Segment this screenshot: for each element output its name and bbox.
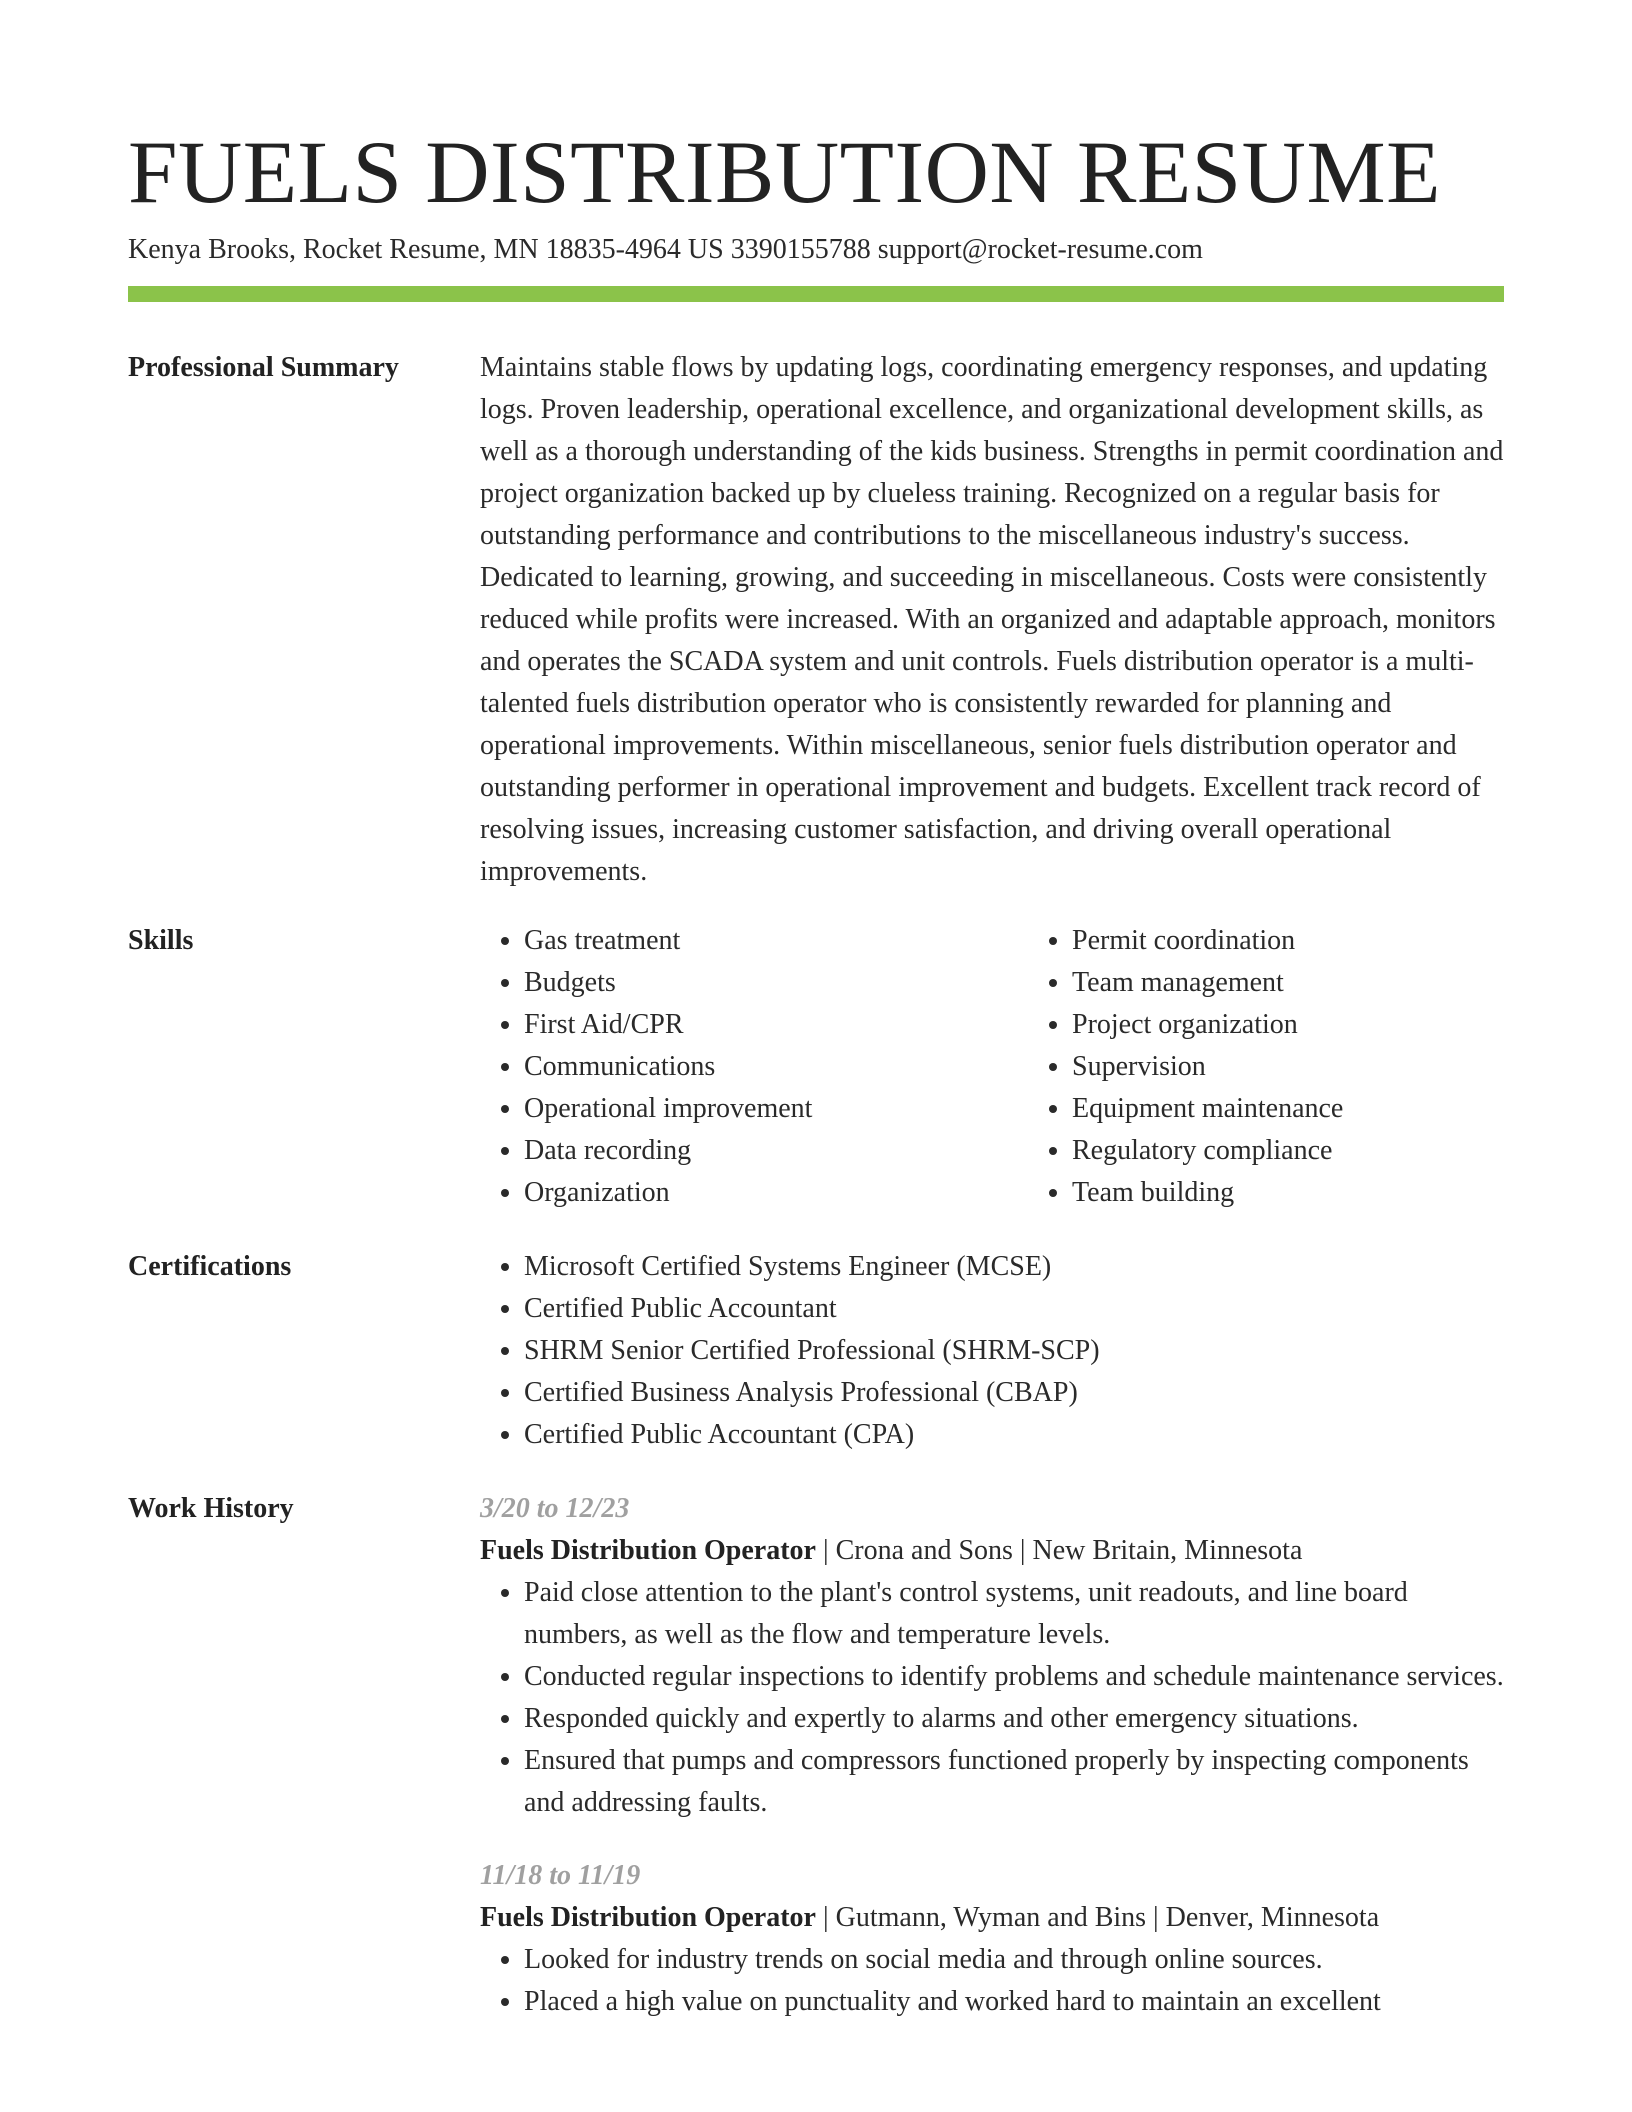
skills-grid	[480, 920, 1504, 1214]
certifications-list	[480, 1246, 1504, 1456]
job-title: Fuels Distribution Operator	[480, 1535, 816, 1566]
job-bullets	[480, 1939, 1504, 2023]
job-bullet: • Conducted regular inspections to identify problems and schedule maintenance services.	[524, 1656, 1504, 1698]
skill-item: • Communications	[524, 1046, 984, 1088]
skill-item: • Supervision	[1072, 1046, 1532, 1088]
skill-item: • Equipment maintenance	[1072, 1088, 1532, 1130]
job-bullet: • Looked for industry trends on social media and through online sources.	[524, 1939, 1504, 1981]
skill-item: • Team management	[1072, 962, 1532, 1004]
resume-title: FUELS DISTRIBUTION RESUME	[128, 124, 1441, 222]
job-heading	[480, 1530, 1504, 1572]
section-label-summary: Professional Summary	[128, 352, 399, 383]
job-entry	[480, 1855, 1504, 2023]
section-label-work-history: Work History	[128, 1493, 294, 1524]
skill-item: • Budgets	[524, 962, 984, 1004]
skill-item: • Team building	[1072, 1172, 1532, 1214]
job-bullet: • Paid close attention to the plant's control systems, unit readouts, and line board numbers, as well as the flow and temperature levels.	[524, 1572, 1504, 1656]
job-dates: 3/20 to 12/23	[480, 1493, 630, 1524]
skill-item: • First Aid/CPR	[524, 1004, 984, 1046]
skill-item: • Operational improvement	[524, 1088, 984, 1130]
header-divider	[128, 286, 1504, 302]
skill-item: • Permit coordination	[1072, 920, 1532, 962]
certification-item: • Microsoft Certified Systems Engineer (MCSE)	[524, 1246, 1504, 1288]
job-heading	[480, 1897, 1504, 1939]
job-bullet: • Ensured that pumps and compressors functioned properly by inspecting components and addressing faults.	[524, 1740, 1504, 1824]
job-bullet: • Placed a high value on punctuality and worked hard to maintain an excellent	[524, 1981, 1504, 2023]
job-company-location: | Gutmann, Wyman and Bins | Denver, Minnesota	[816, 1902, 1380, 1933]
summary-body	[480, 347, 1504, 893]
certification-item: • Certified Public Accountant (CPA)	[524, 1414, 1504, 1456]
certification-item: • Certified Public Accountant	[524, 1288, 1504, 1330]
skills-list-left	[480, 920, 984, 1214]
skill-item: • Regulatory compliance	[1072, 1130, 1532, 1172]
skill-item: • Organization	[524, 1172, 984, 1214]
job-company-location: | Crona and Sons | New Britain, Minnesota	[816, 1535, 1303, 1566]
job-entry	[480, 1488, 1504, 1824]
skills-list-right	[1028, 920, 1532, 1214]
skill-item: • Gas treatment	[524, 920, 984, 962]
section-label-certifications: Certifications	[128, 1251, 292, 1282]
job-bullets	[480, 1572, 1504, 1824]
section-label-skills: Skills	[128, 925, 194, 956]
skill-item: • Data recording	[524, 1130, 984, 1172]
job-dates: 11/18 to 11/19	[480, 1860, 641, 1891]
summary-text: Maintains stable flows by updating logs, coordinating emergency responses, and updating logs. Proven leadership, operational excellence, and organizational development skills, as well as a thorough understanding of the kids business. Strengths in permit coordination and project organization backed up by clueless training. Recognized on a regular basis for outstanding performance and contributions to the miscellaneous industry's success. Dedicated to learning, growing, and succeeding in miscellaneous. Costs were consistently reduced while profits were increased. With an organized and adaptable approach, monitors and operates the SCADA system and unit controls. Fuels distribution operator is a multi-talented fuels distribution operator who is consistently rewarded for planning and operational improvements. Within miscellaneous, senior fuels distribution operator and outstanding performer in operational improvement and budgets. Excellent track record of resolving issues, increasing customer satisfaction, and driving overall operational improvements.	[480, 352, 1504, 887]
certification-item: • SHRM Senior Certified Professional (SHRM-SCP)	[524, 1330, 1504, 1372]
skill-item: • Project organization	[1072, 1004, 1532, 1046]
job-title: Fuels Distribution Operator	[480, 1902, 816, 1933]
certification-item: • Certified Business Analysis Professional (CBAP)	[524, 1372, 1504, 1414]
job-bullet: • Responded quickly and expertly to alarms and other emergency situations.	[524, 1698, 1504, 1740]
work-history-body	[480, 1488, 1504, 2054]
certifications-body	[480, 1246, 1504, 1456]
contact-line: Kenya Brooks, Rocket Resume, MN 18835-4964 US 3390155788 support@rocket-resume.com	[128, 234, 1203, 265]
